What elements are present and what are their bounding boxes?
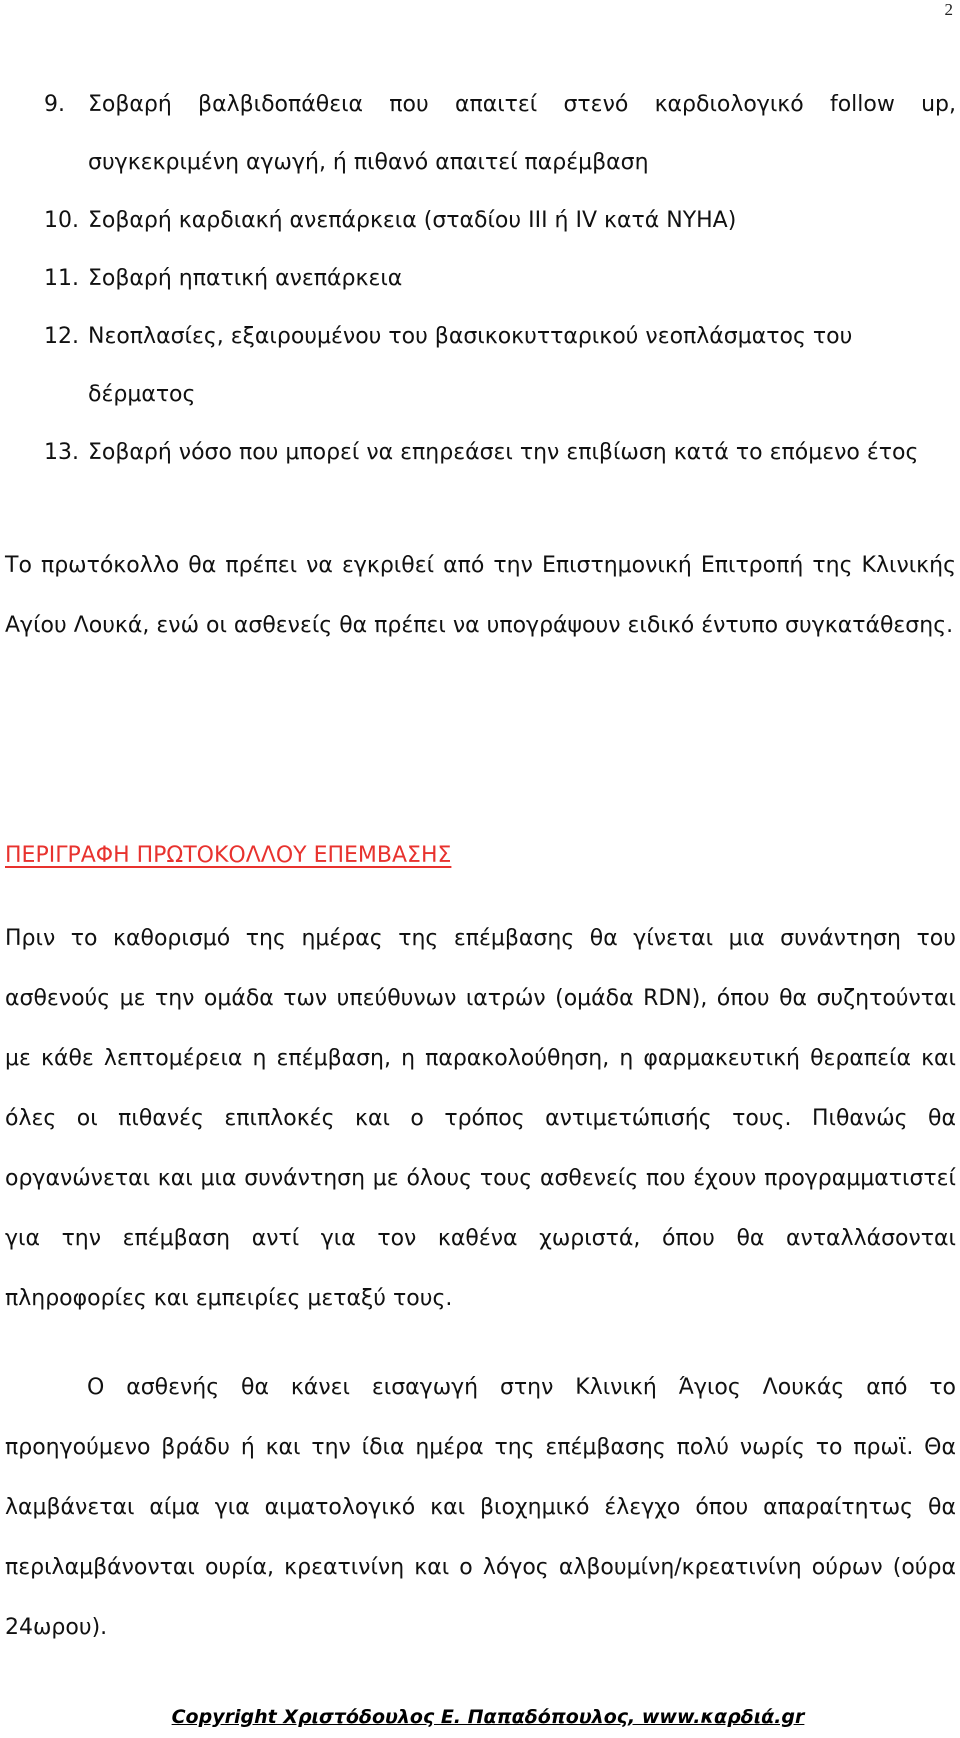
copyright-footer: Copyright Χριστόδουλος Ε. Παπαδόπουλος, www.καρδιά.gr — [171, 1706, 805, 1728]
admission-paragraph: Ο ασθενής θα κάνει εισαγωγή στην Κλινική Άγιος Λουκάς από το προηγούμενο βράδυ ή και την ίδια ημέρα της επέμβασης πολύ νωρίς το πρωϊ. Θα λαμβάνεται αίμα για αιματολογικό και βιοχημικό έλεγχο όπου απαραίτητως θα περιλαμβάνονται ουρία, κρεατινίνη και ο λόγος αλβουμίνη/κρεατινίνη ούρων (ούρα 24ωρου). — [5, 1375, 956, 1640]
list-item-text: Σοβαρή καρδιακή ανεπάρκεια (σταδίου III ή IV κατά NYHA) — [88, 208, 737, 233]
list-item — [44, 424, 956, 482]
list-item — [44, 308, 956, 424]
list-item-number: 11. — [44, 266, 79, 291]
section-heading: ΠΕΡΙΓΡΑΦΗ ΠΡΩΤΟΚΟΛΛΟΥ ΕΠΕΜΒΑΣΗΣ — [5, 843, 452, 868]
exclusion-criteria-list — [44, 76, 956, 482]
list-item — [44, 192, 956, 250]
list-item — [44, 250, 956, 308]
description-paragraph: Πριν το καθορισμό της ημέρας της επέμβασης θα γίνεται μια συνάντηση του ασθενούς με την ομάδα των υπεύθυνων ιατρών (ομάδα RDN), όπου θα συζητούνται με κάθε λεπτομέρεια η επέμβαση, η παρακολούθηση, η φαρμακευτική θεραπεία και όλες οι πιθανές επιπλοκές και ο τρόπος αντιμετώπισής τους. Πιθανώς θα οργανώνεται και μια συνάντηση με όλους τους ασθενείς που έχουν προγραμματιστεί για την επέμβαση αντί για τον καθένα χωριστά, όπου θα ανταλλάσονται πληροφορίες και εμπειρίες μεταξύ τους. — [5, 926, 956, 1311]
list-item — [44, 76, 956, 134]
list-item-number: 10. — [44, 208, 79, 233]
page-number: 2 — [944, 0, 953, 19]
list-item-continuation — [44, 134, 956, 192]
list-item-text: συγκεκριμένη αγωγή, ή πιθανό απαιτεί παρέμβαση — [88, 150, 649, 175]
list-item-text: Σοβαρή βαλβιδοπάθεια που απαιτεί στενό καρδιολογικό follow up, — [88, 92, 956, 117]
list-item-number: 12. — [44, 324, 79, 349]
list-item-text: Νεοπλασίες, εξαιρουμένου του βασικοκυτταρικού νεοπλάσματος του δέρματος — [88, 324, 853, 407]
list-item-text: Σοβαρή ηπατική ανεπάρκεια — [88, 266, 403, 291]
approval-paragraph: Το πρωτόκολλο θα πρέπει να εγκριθεί από την Επιστημονική Επιτροπή της Κλινικής Αγίου Λουκά, ενώ οι ασθενείς θα πρέπει να υπογράψουν ειδικό έντυπο συγκατάθεσης. — [5, 553, 956, 638]
list-item-number: 13. — [44, 440, 79, 465]
list-item-text: Σοβαρή νόσο που μπορεί να επηρεάσει την επιβίωση κατά το επόμενο έτος — [88, 440, 919, 465]
list-item-number: 9. — [44, 92, 65, 117]
